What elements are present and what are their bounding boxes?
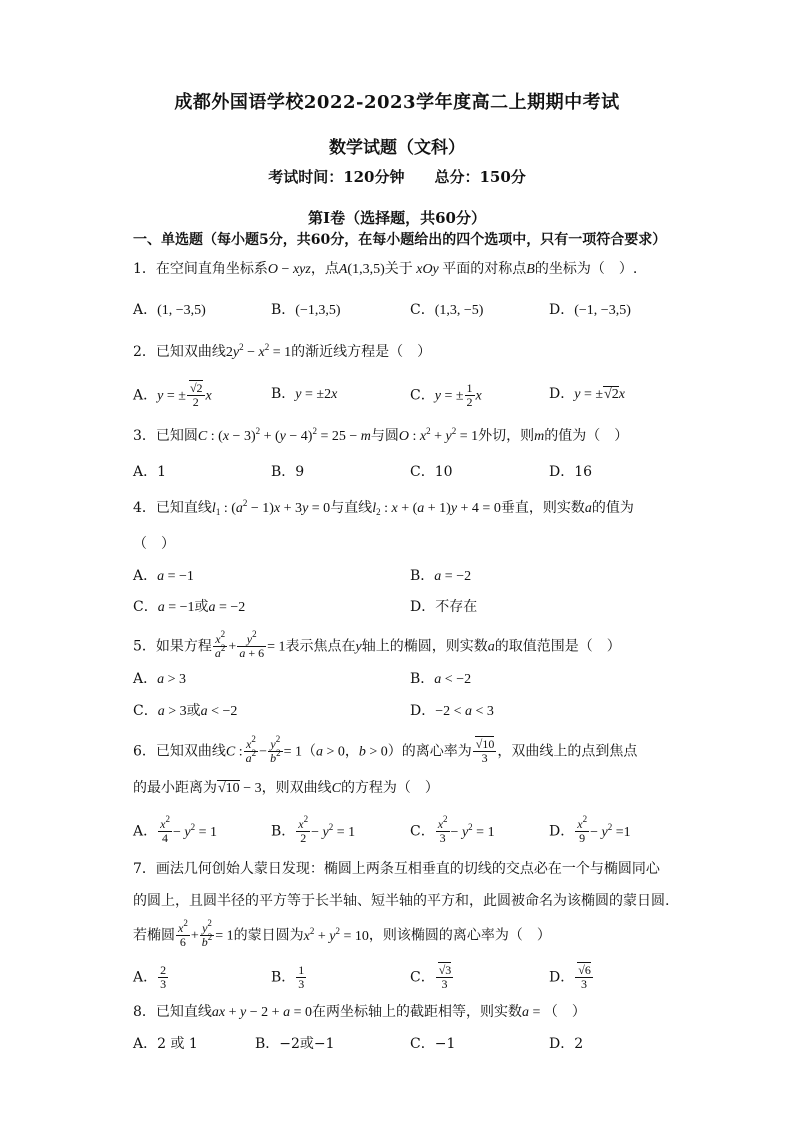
question-7-line2: 的圆上，且圆半径的平方等于长半轴、短半轴的平方和，此圆被命名为该椭圆的蒙日圆. xyxy=(133,893,670,909)
q7-option-b[interactable]: B． $\frac{1}{3}$ xyxy=(271,963,305,991)
q1-option-b[interactable]: B．(−1,3,5) xyxy=(271,302,341,318)
question-1: 1．在空间直角坐标系O − xyz，点A(1,3,5)关于 xOy 平面的对称点B的坐标为（ ）. xyxy=(133,261,638,277)
q1-text: 的坐标为（ ）. xyxy=(534,261,638,277)
q2-option-b[interactable]: B．y = ±2x xyxy=(271,386,338,402)
q1-text: ，点 xyxy=(310,261,339,277)
q6-option-a[interactable]: A． $\frac{x^2}{4}$ − $y^2 = 1$ xyxy=(133,814,217,845)
exam-title: 成都外国语学校2022-2023学年度高二上期期中考试 xyxy=(174,92,620,113)
q5-option-d[interactable]: D．−2 < a < 3 xyxy=(410,703,494,719)
q3-option-d[interactable]: D．16 xyxy=(549,464,593,480)
question-7-line3: 若椭圆 $\frac{x^2}{6}$ + $\frac{y^2}{b^2}$ = 1的蒙日圆为$x^2 + y^2 = 10$，则该椭圆的离心率为（ ） xyxy=(133,918,551,949)
q4-option-d[interactable]: D．不存在 xyxy=(410,599,478,615)
q4-option-b[interactable]: B．a = −2 xyxy=(410,568,472,584)
question-3: 3．已知圆C : $(x - 3)^2 + (y - 4)^2 = 25 - m$与圆O : $x^2 + y^2 = 1$外切，则m的值为（ ） xyxy=(133,426,629,444)
exam-info xyxy=(0,166,794,187)
q1-option-d[interactable]: D．(−1, −3,5) xyxy=(549,302,631,318)
q7-option-c[interactable]: C． $\frac{√3}{3}$ xyxy=(410,963,452,991)
section-heading: 一、单选题（每小题5分，共60分，在每小题给出的四个选项中，只有一项符合要求） xyxy=(133,232,667,248)
q6-option-b[interactable]: B． $\frac{x^2}{2}$ − $y^2 = 1$ xyxy=(271,814,356,845)
q4-paren: （ ） xyxy=(133,536,175,552)
question-2: 2．已知双曲线$2y^2 - x^2 = 1$的渐近线方程是（ ） xyxy=(133,342,432,360)
question-7-line1: 7．画法几何创始人蒙日发现：椭圆上两条互相垂直的切线的交点必在一个与椭圆同心 xyxy=(133,861,660,877)
q6-option-c[interactable]: C． $\frac{x^2}{3}$ − $y^2 = 1$ xyxy=(410,814,495,845)
q1-text: 关于 xyxy=(384,261,413,277)
question-6-line2: 的最小距离为√10 − 3，则双曲线C的方程为（ ） xyxy=(133,780,439,796)
q7-option-a[interactable]: A． $\frac{2}{3}$ xyxy=(133,963,167,991)
q5-option-a[interactable]: A．a > 3 xyxy=(133,671,187,687)
q5-option-b[interactable]: B．a < −2 xyxy=(410,671,472,687)
q4-option-a[interactable]: A．a = −1 xyxy=(133,568,194,584)
q8-option-d[interactable]: D．2 xyxy=(549,1036,584,1052)
q1-option-c[interactable]: C．(1,3, −5) xyxy=(410,302,484,318)
q7-option-d[interactable]: D． $\frac{√6}{3}$ xyxy=(549,963,591,991)
exam-subtitle: 数学试题（文科） xyxy=(329,138,465,158)
q1-text: 1．在空间直角坐标系 xyxy=(133,261,268,277)
q5-option-c[interactable]: C．a > 3或a < −2 xyxy=(133,703,238,719)
q8-option-a[interactable]: A．2 或 1 xyxy=(133,1036,198,1052)
question-4: 4．已知直线$l_1$ : $(a^2 - 1)x + 3y = 0$与直线$l_2$ : x + (a + 1)y + 4 = 0垂直，则实数a的值为 xyxy=(133,498,634,517)
question-8: 8．已知直线ax + y − 2 + a = 0在两坐标轴上的截距相等，则实数a = （ ） xyxy=(133,1004,586,1020)
q4-option-c[interactable]: C．a = −1或a = −2 xyxy=(133,599,246,615)
q1-text: 平面的对称点 xyxy=(442,261,527,277)
q6-option-d[interactable]: D． $\frac{x^2}{9}$ − $y^2 =1$ xyxy=(549,814,631,845)
q2-option-d[interactable]: D．y = ±√2x xyxy=(549,386,625,402)
question-5: 5．如果方程 $\frac{x^2}{a^2}$ + $\frac{y^2}{a + 6}$ = 1表示焦点在y轴上的椭圆，则实数a的取值范围是（ ） xyxy=(133,629,621,660)
q3-option-a[interactable]: A．1 xyxy=(133,464,167,480)
exam-score: 总分：150分 xyxy=(434,168,526,186)
question-6: 6．已知双曲线C : $\frac{x^2}{a^2}$ − $\frac{y^2}{b^2}$ = 1（a > 0，b > 0）的离心率为 $\frac{√10}{3}$ ，双曲线上的点到焦点 xyxy=(133,734,638,765)
q8-option-c[interactable]: C．−1 xyxy=(410,1036,456,1052)
q3-option-b[interactable]: B．9 xyxy=(271,464,305,480)
exam-time: 考试时间：120分钟 xyxy=(268,168,405,186)
q3-option-c[interactable]: C．10 xyxy=(410,464,453,480)
q2-option-a[interactable]: A．y = ± $\frac{√2}{2}$ x xyxy=(133,381,212,409)
q8-option-b[interactable]: B．−2或−1 xyxy=(255,1036,335,1052)
q1-option-a[interactable]: A．(1, −3,5) xyxy=(133,302,206,318)
part-heading: 第I卷（选择题，共60分） xyxy=(308,209,486,227)
q2-option-c[interactable]: C．y = ± $\frac{1}{2}$ x xyxy=(410,381,482,409)
